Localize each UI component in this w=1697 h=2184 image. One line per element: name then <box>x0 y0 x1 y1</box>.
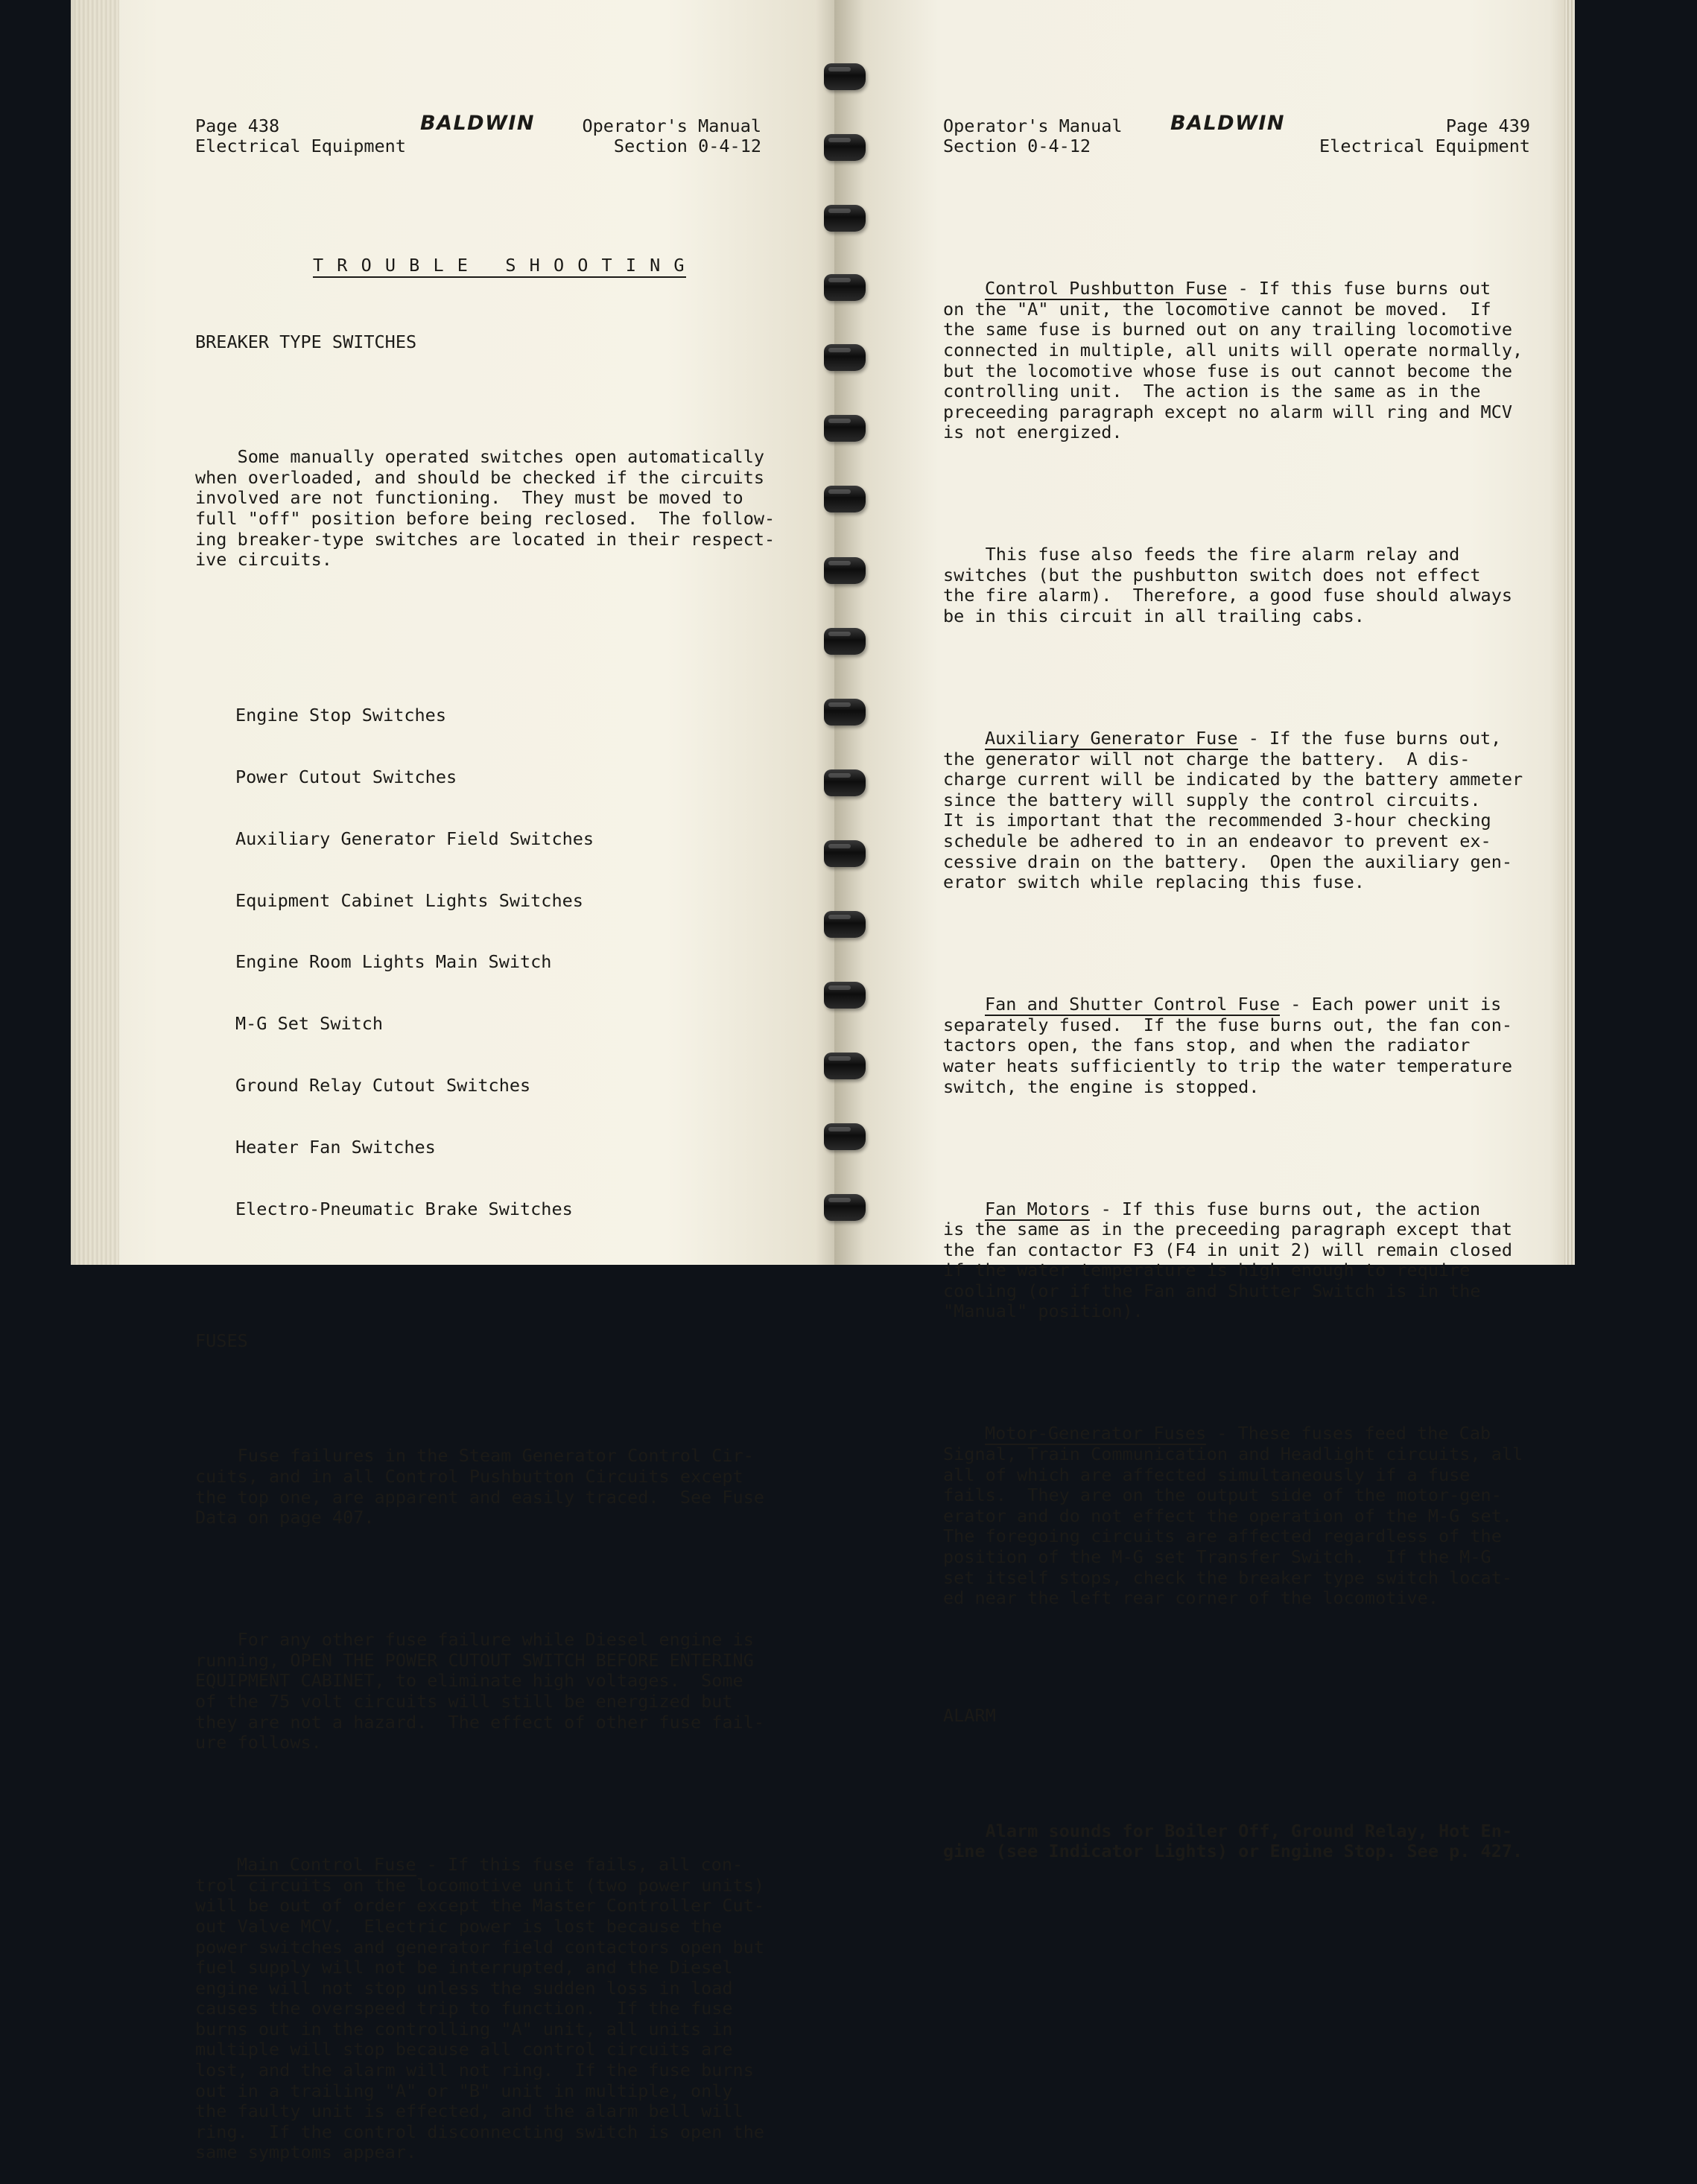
main-control-fuse-label: Main Control Fuse <box>237 1854 416 1876</box>
paragraph-motor-generator-fuses <box>943 1423 1524 1608</box>
left-page <box>195 71 775 2184</box>
list-item: Heater Fan Switches <box>235 1136 436 1158</box>
motor-generator-fuses-body: Signal, Train Communication and Headlight circuits, all all of which are affected simultaneously if a fuse fails. They are on the output side of the motor-gen- erator and do not effect the operation of the M-G set. The foregoing circuits are affected regardless of the position of the M-G set Transfer Switch. If the M-G set itself stops, check the breaker type switch locat- ed near the left rear corner of the locomotive. <box>943 1444 1523 1609</box>
fan-motors-intro: - If this fuse burns out, the action <box>1090 1198 1480 1219</box>
list-item: M-G Set Switch <box>235 1013 384 1035</box>
switch-list <box>195 664 761 1260</box>
right-page <box>943 71 1530 1882</box>
binding-coil <box>824 486 866 512</box>
paragraph-breaker-switches: Some manually operated switches open automatically when overloaded, and should be checked if the circuits involved are not functioning. They must be moved to full "off" position before being reclosed. The follow- ing breaker-type switches are located in their respect- ive circuits. <box>195 446 775 571</box>
list-item: Ground Relay Cutout Switches <box>235 1074 531 1096</box>
binding-coil <box>824 134 866 161</box>
list-item: Engine Stop Switches <box>235 705 446 726</box>
main-control-fuse-intro: - If this fuse fails, all con- <box>416 1854 743 1876</box>
paragraph-other-fuse-failure: For any other fuse failure while Diesel engine is running, OPEN THE POWER CUTOUT SWITCH BEFORE ENTERING EQUIPMENT CABINET, to eliminate high voltages. Some of the 75 volt circuits will still be energized but they are not a hazard. The effect of other fuse fail- ure follows. <box>195 1629 765 1753</box>
motor-generator-fuses-label: Motor-Generator Fuses <box>985 1423 1207 1444</box>
paragraph-main-control-fuse <box>195 1854 765 2163</box>
binding-coil <box>824 1123 866 1150</box>
control-pushbutton-fuse-body: on the "A" unit, the locomotive cannot be moved. If the same fuse is burned out on any trailing locomotive connected in multiple, all units will operate normally, but the locomotive whose fuse is out cannot become the controlling unit. The action is the same as in the preceeding paragraph except no alarm will ring and MCV is not energized. <box>943 298 1523 443</box>
heading-fuses: FUSES <box>195 1330 248 1352</box>
binding-coil <box>824 840 866 867</box>
fan-motors-label: Fan Motors <box>985 1198 1091 1219</box>
control-pushbutton-fuse-label: Control Pushbutton Fuse <box>985 278 1228 299</box>
paragraph-auxiliary-generator-fuse <box>943 728 1524 893</box>
fan-shutter-fuse-label: Fan and Shutter Control Fuse <box>985 994 1281 1015</box>
heading-alarm: ALARM <box>943 1705 996 1727</box>
binding-coil <box>824 1053 866 1079</box>
left-page-edges <box>74 0 119 1265</box>
fan-shutter-fuse-intro: - Each power unit is <box>1280 994 1502 1015</box>
motor-generator-fuses-intro: - These fuses feed the Cab <box>1206 1423 1491 1444</box>
list-item: Equipment Cabinet Lights Switches <box>235 889 583 911</box>
list-item: Electro-Pneumatic Brake Switches <box>235 1198 573 1219</box>
list-item: Power Cutout Switches <box>235 766 457 788</box>
left-page-header <box>195 112 761 161</box>
auxiliary-generator-fuse-label: Auxiliary Generator Fuse <box>985 728 1238 749</box>
binding-coil <box>824 769 866 796</box>
page-number: Page 439 <box>1445 115 1530 137</box>
manual-title: Operator's Manual <box>943 115 1123 137</box>
fan-shutter-fuse-body: separately fused. If the fuse burns out, the fan con- tactors open, the fans stop, and when the radiator water heats sufficiently to trip the water temperature switch, the engine is stopped. <box>943 1014 1513 1097</box>
list-item: Auxiliary Generator Field Switches <box>235 828 594 849</box>
main-control-fuse-body: trol circuits on the locomotive unit (two power units) will be out of order except the Master Controller Cut- out Valve MCV. Electric power is lost because the power switches and generator field contactors open but fuel supply will not be interrupted, and the Diesel engine will not stop unless the sudden loss in load causes the overspeed trip to function. If the fuse burns out in the controlling "A" unit, all units in multiple will stop because all control circuits are lost, and the alarm will not ring. If the fuse burns out in a trailing "A" or "B" unit in multiple, only the faulty unit is effected, and the alarm bell will ring. If the control disconnecting switch is open the same symptoms appear. <box>195 1874 765 2163</box>
brand-logo: BALDWIN <box>1170 112 1286 136</box>
heading-breaker-switches: BREAKER TYPE SWITCHES <box>195 331 417 352</box>
binding-coil <box>824 1194 866 1221</box>
auxiliary-generator-fuse-body: the generator will not charge the battery. A dis- charge current will be indicated by the battery ammeter since the battery will supply the control circuits. It is important that the recommended 3-hour checking schedule be adhered to in an endeavor to prevent ex- cessive drain on the battery. Open the auxiliary gen- erator switch while replacing this fuse. <box>943 748 1523 893</box>
paragraph-fan-shutter-fuse <box>943 994 1524 1097</box>
auxiliary-generator-fuse-intro: - If the fuse burns out, <box>1237 728 1502 749</box>
section-number: Section 0-4-12 <box>613 136 761 157</box>
binding-coil <box>824 205 866 232</box>
fan-motors-body: is the same as in the preceeding paragraph except that the fan contactor F3 (F4 in unit 2) will remain closed if the water temperature is high enough to require cooling (or if the Fan and Shutter Switch is in the "Manual" position). <box>943 1219 1513 1322</box>
binding-coil <box>824 344 866 371</box>
paragraph-fan-motors <box>943 1199 1524 1323</box>
binding-coil <box>824 699 866 726</box>
binding-coil <box>824 628 866 655</box>
binding-coil <box>824 63 866 90</box>
binding-coil <box>824 911 866 938</box>
binding-coil <box>824 557 866 584</box>
page-title: T R O U B L E S H O O T I N G <box>313 255 686 279</box>
paragraph-fire-alarm: This fuse also feeds the fire alarm relay and switches (but the pushbutton switch does not effect the fire alarm). Therefore, a good fuse should always be in this circuit in all trailing cabs. <box>943 544 1513 627</box>
section-title: Electrical Equipment <box>195 136 406 157</box>
paragraph-fuse-failures: Fuse failures in the Steam Generator Control Cir- cuits, and in all Control Pushbutton Circuits except the top one, are apparent and easily traced. See Fuse Data on page 407. <box>195 1445 765 1529</box>
brand-logo: BALDWIN <box>420 112 536 136</box>
list-item: Engine Room Lights Main Switch <box>235 951 552 973</box>
right-page-header <box>943 112 1530 161</box>
manual-title: Operator's Manual <box>582 115 761 137</box>
section-title: Electrical Equipment <box>1319 136 1530 157</box>
paragraph-alarm: Alarm sounds for Boiler Off, Ground Relay, Hot En- gine (see Indicator Lights) or Engine Stop. See p. 427. <box>943 1820 1523 1862</box>
page-number: Page 438 <box>195 115 280 137</box>
paragraph-control-pushbutton-fuse <box>943 279 1524 443</box>
control-pushbutton-fuse-intro: - If this fuse burns out <box>1227 278 1491 299</box>
section-number: Section 0-4-12 <box>943 136 1091 157</box>
binding-coil <box>824 982 866 1009</box>
binding-coil <box>824 415 866 442</box>
binding-coil <box>824 274 866 301</box>
page-title-row <box>195 235 761 276</box>
right-page-edges <box>1564 0 1575 1265</box>
